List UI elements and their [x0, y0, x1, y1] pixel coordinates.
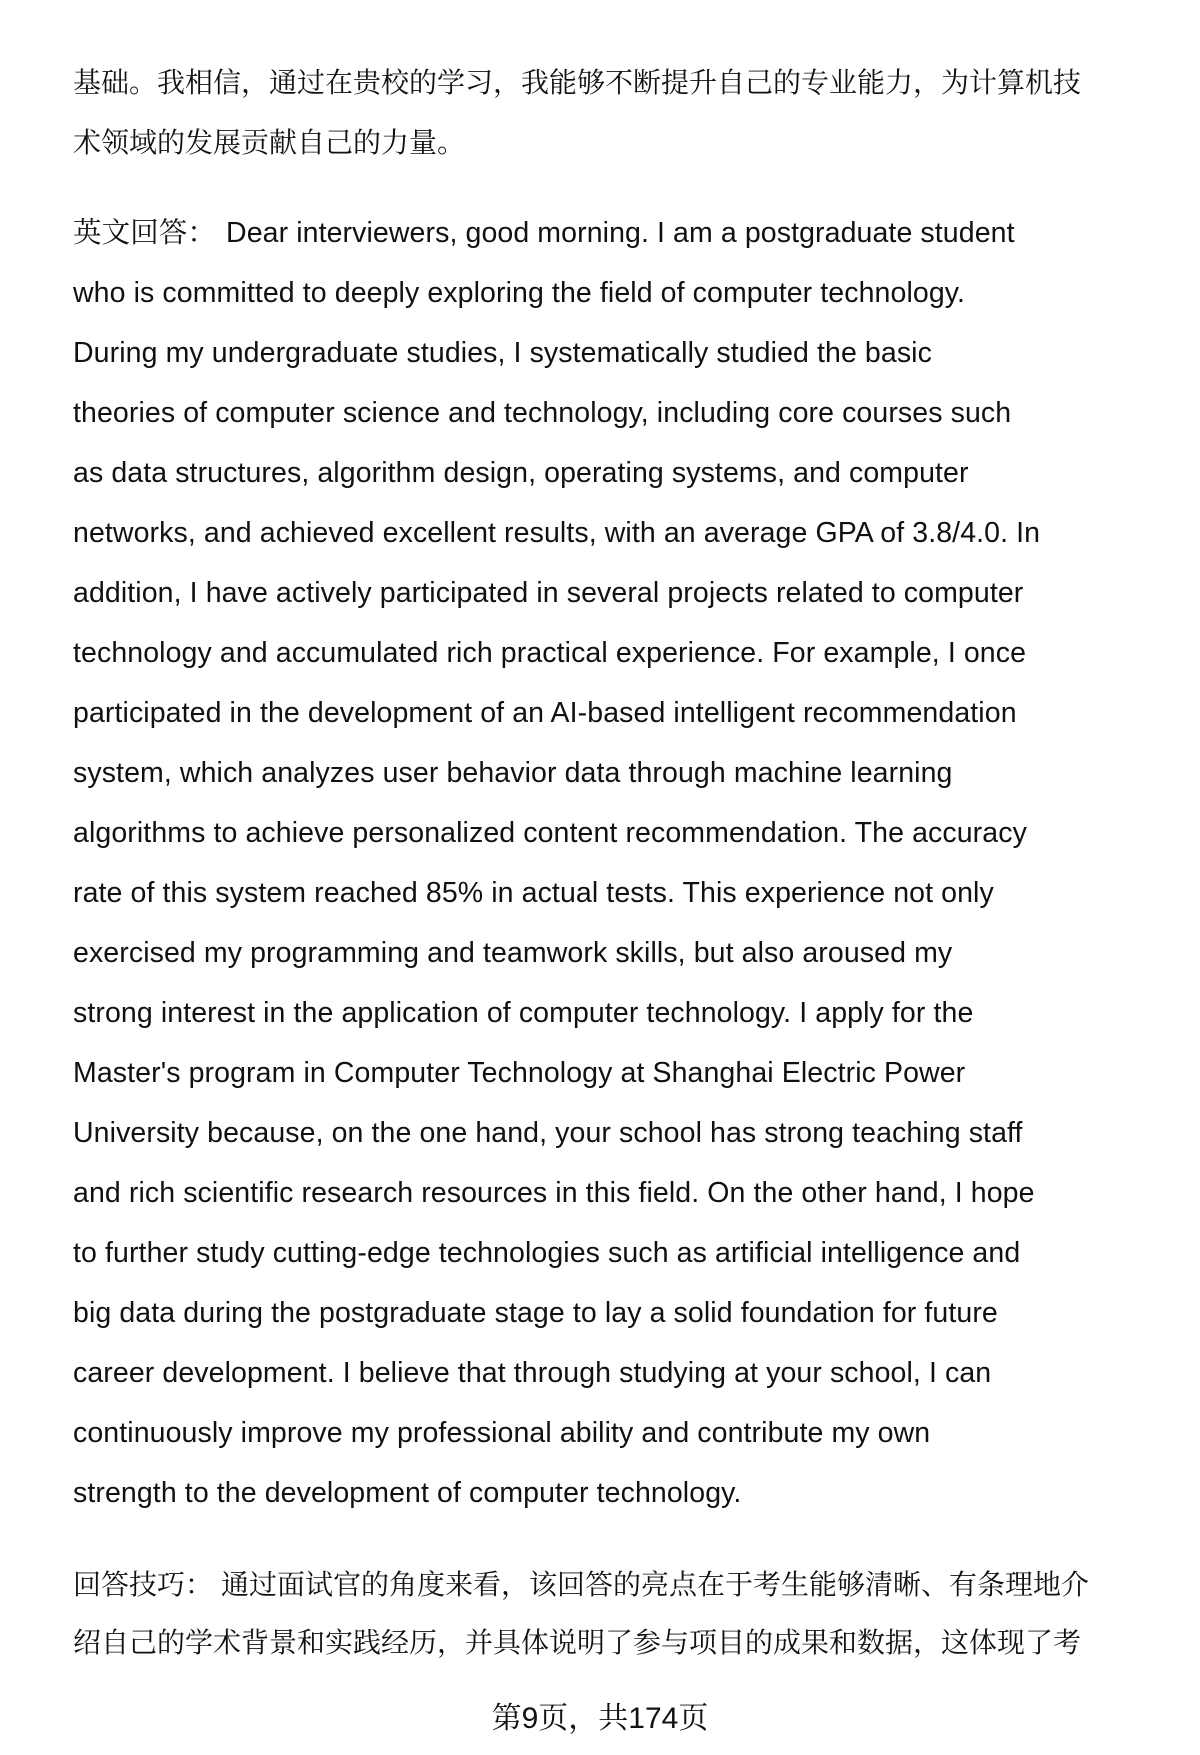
english-answer-label: 英文回答：	[73, 217, 217, 249]
english-answer-line: technology and accumulated rich practical experience. For example, I once	[73, 637, 1027, 669]
english-answer-line: algorithms to achieve personalized content recommendation. The accuracy	[73, 817, 1027, 849]
intro-line: 术领域的发展贡献自己的力量。	[73, 127, 466, 158]
english-answer-line: rate of this system reached 85% in actual tests. This experience not only	[73, 877, 994, 909]
english-answer-line: system, which analyzes user behavior data through machine learning	[73, 757, 953, 789]
english-answer-line: strong interest in the application of computer technology. I apply for the	[73, 997, 974, 1029]
tips-text: 通过面试官的角度来看，该回答的亮点在于考生能够清晰、有条理地介	[221, 1569, 1090, 1600]
english-answer-line: theories of computer science and technology, including core courses such	[73, 397, 1012, 429]
english-answer-line: as data structures, algorithm design, operating systems, and computer	[73, 457, 969, 489]
english-answer-text: Dear interviewers, good morning. I am a postgraduate student	[226, 217, 1015, 249]
english-answer-line: participated in the development of an AI-based intelligent recommendation	[73, 697, 1017, 729]
english-answer-line: strength to the development of computer technology.	[73, 1477, 742, 1509]
page-number: 第9页，共174页	[491, 1702, 709, 1735]
english-answer-line: Master's program in Computer Technology at Shanghai Electric Power	[73, 1057, 966, 1089]
english-answer-line: career development. I believe that through studying at your school, I can	[73, 1357, 992, 1389]
tips-label: 回答技巧：	[73, 1569, 214, 1600]
english-answer-line: During my undergraduate studies, I systematically studied the basic	[73, 337, 932, 369]
english-answer-line: who is committed to deeply exploring the field of computer technology.	[73, 277, 966, 309]
tips-line: 绍自己的学术背景和实践经历，并具体说明了参与项目的成果和数据，这体现了考	[73, 1627, 1082, 1658]
english-answer-line: continuously improve my professional ability and contribute my own	[73, 1417, 931, 1449]
english-answer-line: and rich scientific research resources in this field. On the other hand, I hope	[73, 1177, 1035, 1209]
english-answer-line: big data during the postgraduate stage to lay a solid foundation for future	[73, 1297, 998, 1329]
english-answer-line: University because, on the one hand, your school has strong teaching staff	[73, 1117, 1023, 1149]
english-answer-line: to further study cutting-edge technologies such as artificial intelligence and	[73, 1237, 1021, 1269]
english-answer-line	[73, 216, 1015, 250]
english-answer-line: addition, I have actively participated in several projects related to computer	[73, 577, 1024, 609]
english-answer-line: exercised my programming and teamwork skills, but also aroused my	[73, 937, 953, 969]
intro-line: 基础。我相信，通过在贵校的学习，我能够不断提升自己的专业能力，为计算机技	[73, 67, 1082, 98]
english-answer-line: networks, and achieved excellent results, with an average GPA of 3.8/4.0. In	[73, 517, 1041, 549]
tips-line	[73, 1568, 1089, 1602]
